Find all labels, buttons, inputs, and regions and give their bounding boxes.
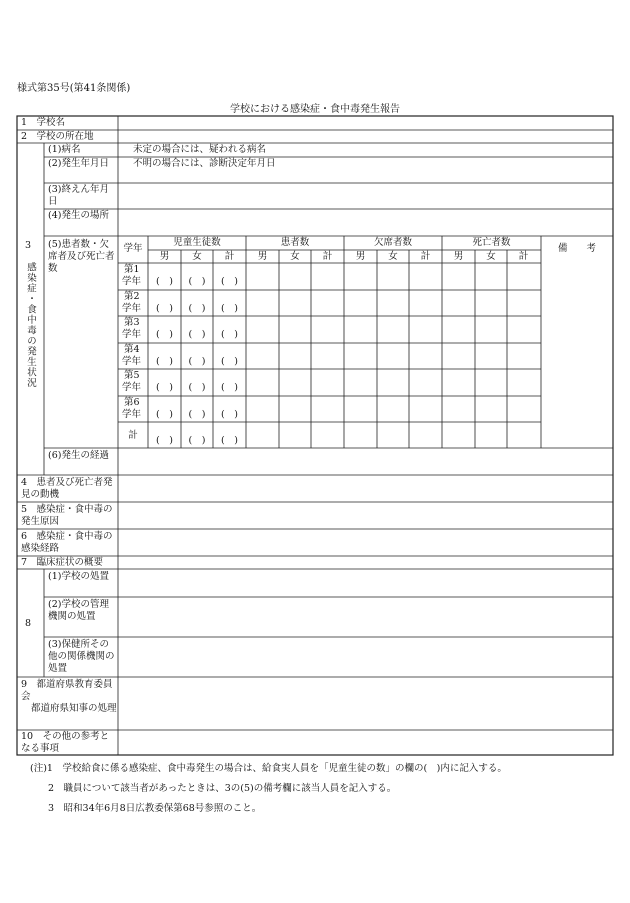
student-count-paren: ( ) [188, 303, 206, 314]
sub-header: 男 [355, 251, 366, 262]
grade-label-top: 第3 [124, 317, 140, 328]
student-count-paren: ( ) [156, 356, 173, 367]
row-patient-count-label: (5)患者数・欠席者及び死亡者数 [48, 239, 115, 274]
section-3-number: 3 [25, 240, 32, 251]
student-count-paren: ( ) [188, 382, 206, 393]
row-governor-label: 都道府県知事の処理 [31, 703, 117, 714]
row-disease-name-label: (1)病名 [48, 144, 81, 155]
patients-count-header: 患者数 [280, 237, 310, 248]
grade-label-top: 第6 [124, 397, 140, 408]
row-admin-action-label: (2)学校の管理機関の処置 [48, 599, 109, 622]
row-infection-route-label: 6 感染症・食中毒の感染経路 [21, 531, 113, 554]
disease-name-note: 未定の場合には、疑われる病名 [133, 144, 267, 155]
sub-header: 男 [453, 251, 464, 262]
student-count-paren: ( ) [221, 276, 238, 287]
grade-label-top: 第5 [124, 370, 140, 381]
row-other-notes-label: 10 その他の参考となる事項 [21, 731, 110, 754]
row-place-label: (4)発生の場所 [48, 210, 109, 221]
grade-label-bottom: 学年 [122, 276, 142, 287]
student-count-paren: ( ) [156, 329, 173, 340]
form-number: 様式第35号(第41条関係) [17, 83, 131, 94]
sub-header: 女 [290, 251, 300, 262]
total-row-label: 計 [128, 430, 138, 441]
note-2: 2 職員について該当者があったときは、3の(5)の備考欄に該当人員を記入する。 [48, 783, 397, 794]
grade-label-bottom: 学年 [122, 329, 142, 340]
grade-label-bottom: 学年 [122, 356, 142, 367]
section-8-number: 8 [25, 618, 32, 629]
onset-date-note: 不明の場合には、診断決定年月日 [133, 158, 276, 169]
sub-header: 女 [486, 251, 496, 262]
grade-label-bottom: 学年 [122, 409, 142, 420]
student-total-paren: ( ) [221, 435, 238, 446]
sub-header: 計 [518, 251, 529, 262]
student-count-paren: ( ) [221, 329, 238, 340]
sub-header: 女 [388, 251, 398, 262]
grade-column-header: 学年 [123, 243, 143, 254]
row-school-action-label: (1)学校の処置 [48, 571, 109, 582]
students-count-header: 児童生徒数 [173, 237, 221, 248]
student-count-paren: ( ) [221, 303, 238, 314]
grade-label-top: 第2 [124, 291, 140, 302]
row-school-address-label: 2 学校の所在地 [21, 131, 94, 142]
sub-header: 女 [192, 251, 202, 262]
grade-label-bottom: 学年 [122, 382, 142, 393]
grade-label-top: 第4 [124, 344, 140, 355]
student-count-paren: ( ) [156, 382, 173, 393]
sub-header: 計 [420, 251, 431, 262]
student-count-paren: ( ) [221, 409, 238, 420]
form-title: 学校における感染症・食中毒発生報告 [230, 104, 400, 115]
row-progress-label: (6)発生の経過 [48, 450, 109, 461]
student-count-paren: ( ) [188, 356, 206, 367]
deaths-count-header: 死亡者数 [472, 237, 511, 248]
row-health-center-action-label: (3)保健所その他の関係機関の処置 [48, 639, 115, 674]
sub-header: 男 [159, 251, 170, 262]
remarks-header: 備 考 [557, 243, 596, 254]
row-end-date-label: (3)終えん年月日 [48, 184, 109, 207]
sub-header: 計 [224, 251, 235, 262]
row-school-name-label: 1 学校名 [21, 117, 66, 128]
student-total-paren: ( ) [156, 435, 173, 446]
row-discovery-motive-label: 4 患者及び死亡者発見の動機 [21, 477, 113, 500]
note-1: (注)1 学校給食に係る感染症、食中毒発生の場合は、給食実人員を「児童生徒の数」の欄の( )内に記入する。 [30, 763, 507, 774]
student-total-paren: ( ) [188, 435, 206, 446]
student-count-paren: ( ) [221, 356, 238, 367]
student-count-paren: ( ) [188, 276, 206, 287]
row-clinical-summary-label: 7 臨床症状の概要 [21, 557, 104, 568]
row-onset-date-label: (2)発生年月日 [48, 158, 109, 169]
student-count-paren: ( ) [221, 382, 238, 393]
grade-label-bottom: 学年 [122, 303, 142, 314]
student-count-paren: ( ) [156, 276, 173, 287]
row-board-label: 9 都道府県教育委員会 [21, 679, 113, 702]
grade-label-top: 第1 [124, 264, 140, 275]
absentees-count-header: 欠席者数 [373, 237, 412, 248]
student-count-paren: ( ) [188, 409, 206, 420]
student-count-paren: ( ) [156, 303, 173, 314]
row-cause-label: 5 感染症・食中毒の発生原因 [21, 504, 113, 527]
sub-header: 男 [257, 251, 268, 262]
section-3-vertical-label: 感染症・食中毒の発生状況 [25, 262, 36, 388]
student-count-paren: ( ) [156, 409, 173, 420]
student-count-paren: ( ) [188, 329, 206, 340]
sub-header: 計 [322, 251, 333, 262]
note-3: 3 昭和34年6月8日広教委保第68号参照のこと。 [48, 803, 262, 814]
